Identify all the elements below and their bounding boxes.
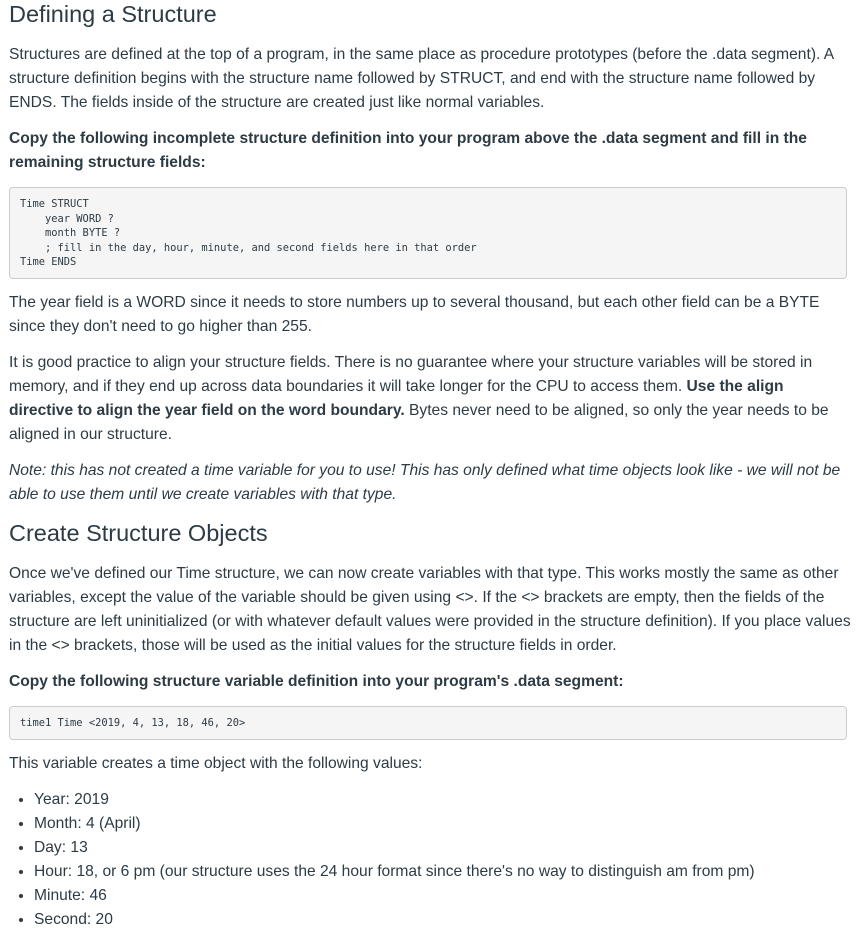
list-item-day: • Day: 13 <box>34 836 851 860</box>
alignment-paragraph <box>9 351 851 447</box>
list-item-minute: • Minute: 46 <box>34 884 851 908</box>
year-field-paragraph: The year field is a WORD since it needs to store numbers up to several thousand, but each other field can be a BYTE since they don't need to go higher than 255. <box>9 293 820 335</box>
values-list <box>9 788 851 932</box>
structure-definition-code[interactable]: Time STRUCT year WORD ? month BYTE ? ; fill in the day, hour, minute, and second fields here in that order Time ENDS <box>9 187 847 279</box>
values-intro-paragraph: This variable creates a time object with the following values: <box>9 754 423 772</box>
copy-variable-text: Copy the following structure variable definition into your program's .data segment: <box>9 672 624 690</box>
objects-paragraph: Once we've defined our Time structure, we can now create variables with that type. This works mostly the same as other variables, except the value of the variable should be given using <>. If the <> brackets are empty, then the fields of the structure are left uninitialized (or with whatever default values were provided in the structure definition). If you place values in the <> brackets, those will be used as the initial values for the structure fields in order. <box>9 564 851 654</box>
heading-defining-structure: Defining a Structure <box>9 1 217 27</box>
alignment-text-a: It is good practice to align your structure fields. There is no guarantee where your structure variables will be stored in memory, and if they end up across data boundaries it will take longer for the CPU to access them. <box>9 353 813 395</box>
intro-paragraph: Structures are defined at the top of a program, in the same place as procedure prototypes (before the .data segment). A structure definition begins with the structure name followed by STRUCT, and end with the structure name followed by ENDS. The fields inside of the structure are created just like normal variables. <box>9 46 834 111</box>
copy-variable-paragraph <box>9 670 851 694</box>
list-item-month: • Month: 4 (April) <box>34 812 851 836</box>
variable-definition-code[interactable]: time1 Time <2019, 4, 13, 18, 46, 20> <box>9 706 847 740</box>
list-item-year: • Year: 2019 <box>34 788 851 812</box>
copy-instruction-text: Copy the following incomplete structure definition into your program above the .data segment and fill in the remaining structure fields: <box>9 130 807 171</box>
note-paragraph <box>9 459 851 507</box>
alignment-directive-text: Use the align directive to align the year field on the word boundary. <box>9 377 784 419</box>
list-item-hour: • Hour: 18, or 6 pm (our structure uses the 24 hour format since there's no way to distinguish am from pm) <box>34 860 851 884</box>
note-text: Note: this has not created a time variable for you to use! This has only defined what time objects look like - we will not be able to use them until we create variables with that type. <box>9 461 841 503</box>
copy-instruction-paragraph <box>9 127 851 175</box>
heading-create-objects: Create Structure Objects <box>9 519 268 546</box>
list-item-second: • Second: 20 <box>34 908 851 932</box>
alignment-text-b: Bytes never need to be aligned, so only the year needs to be aligned in our structure. <box>9 401 829 443</box>
